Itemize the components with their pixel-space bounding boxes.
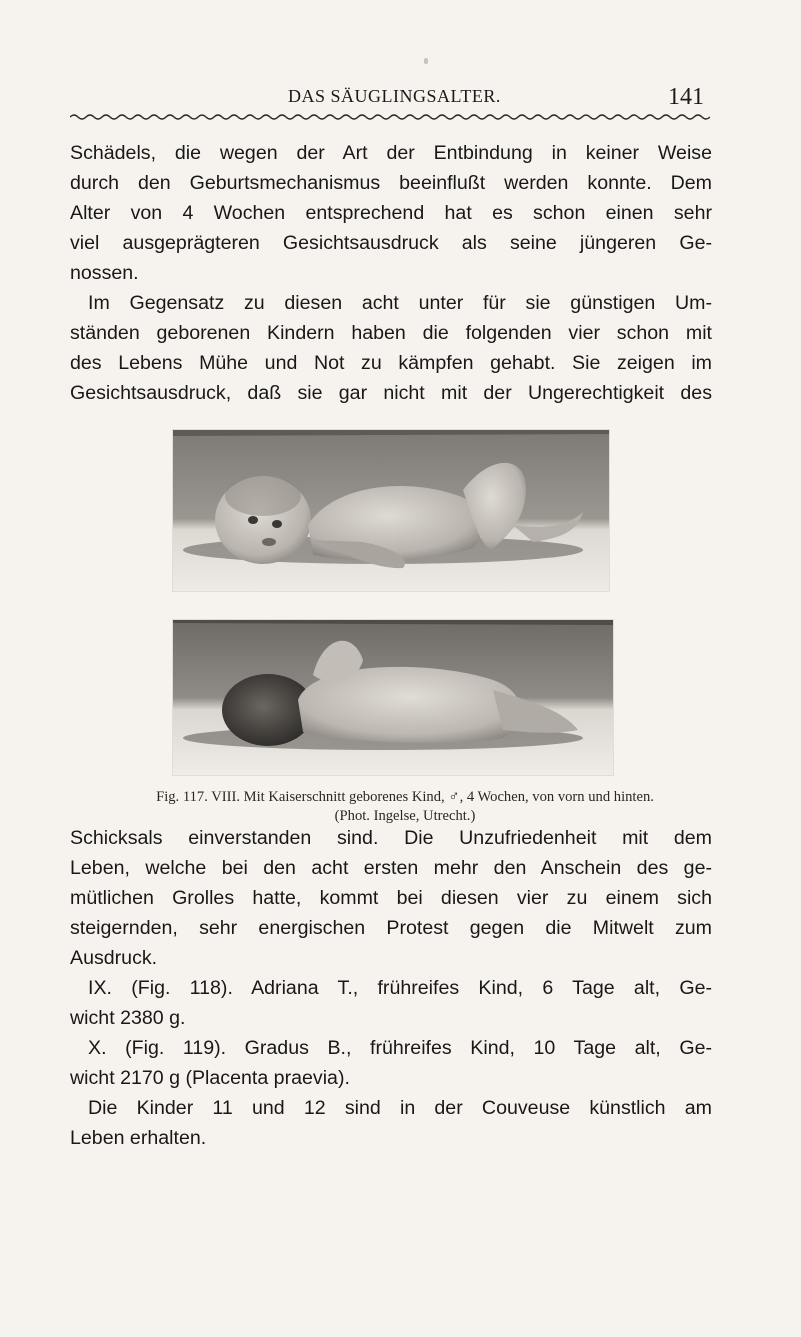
running-title: DAS SÄUGLINGSALTER.: [288, 86, 501, 106]
text-line: Leben erhalten.: [70, 1127, 207, 1149]
text-line: IX. (Fig. 118). Adriana T., frühreifes Kind, 6 Tage alt, Ge-: [88, 977, 712, 999]
text-line: Gesichtsausdruck, daß sie gar nicht mit der Ungerechtigkeit des: [70, 382, 712, 404]
text-line: mütlichen Grolles hatte, kommt bei diesen vier zu einem sich: [70, 887, 712, 909]
text-line: viel ausgeprägteren Gesichtsausdruck als seine jüngeren Ge-: [70, 232, 712, 254]
text-line: Schicksals einverstanden sind. Die Unzufriedenheit mit dem: [70, 827, 712, 849]
text-line: Im Gegensatz zu diesen acht unter für sie günstigen Um-: [88, 292, 712, 314]
caption-text-continued: , 4 Wochen, von vorn und hinten.: [459, 789, 654, 805]
text-line: Alter von 4 Wochen entsprechend hat es schon einen sehr: [70, 202, 712, 224]
text-line: steigernden, sehr energischen Protest gegen die Mitwelt zum: [70, 917, 712, 939]
infant-photo-front: [172, 429, 610, 592]
text-line: Die Kinder 11 und 12 sind in der Couveuse künstlich am: [88, 1097, 712, 1119]
male-symbol-icon: ♂: [448, 789, 460, 805]
text-line: wicht 2380 g.: [70, 1007, 186, 1029]
paragraph-bottom: [70, 823, 712, 1153]
paper-smudge: [424, 58, 428, 64]
text-line: Ausdruck.: [70, 947, 158, 969]
figure-caption: [70, 787, 740, 807]
infant-photo-back: [172, 619, 614, 776]
figure-credit: (Phot. Ingelse, Utrecht.): [334, 808, 476, 824]
text-line: Schädels, die wegen der Art der Entbindung in keiner Weise: [70, 142, 712, 164]
text-line: Leben, welche bei den acht ersten mehr den Anschein des ge-: [70, 857, 712, 879]
text-line: nossen.: [70, 262, 139, 284]
text-line: ständen geborenen Kindern haben die folgenden vier schon mit: [70, 322, 712, 344]
text-line: durch den Geburtsmechanismus beeinflußt werden konnte. Dem: [70, 172, 712, 194]
running-head: [70, 84, 710, 112]
page-number: 141: [668, 84, 704, 110]
header-wavy-rule: [70, 112, 710, 122]
paragraph-top: [70, 138, 712, 408]
text-line: X. (Fig. 119). Gradus B., frühreifes Kind, 10 Tage alt, Ge-: [88, 1037, 712, 1059]
text-line: des Lebens Mühe und Not zu kämpfen gehabt. Sie zeigen im: [70, 352, 712, 374]
caption-text: Fig. 117. VIII. Mit Kaiserschnitt geborenes Kind,: [156, 789, 445, 805]
text-line: wicht 2170 g (Placenta praevia).: [70, 1067, 350, 1089]
